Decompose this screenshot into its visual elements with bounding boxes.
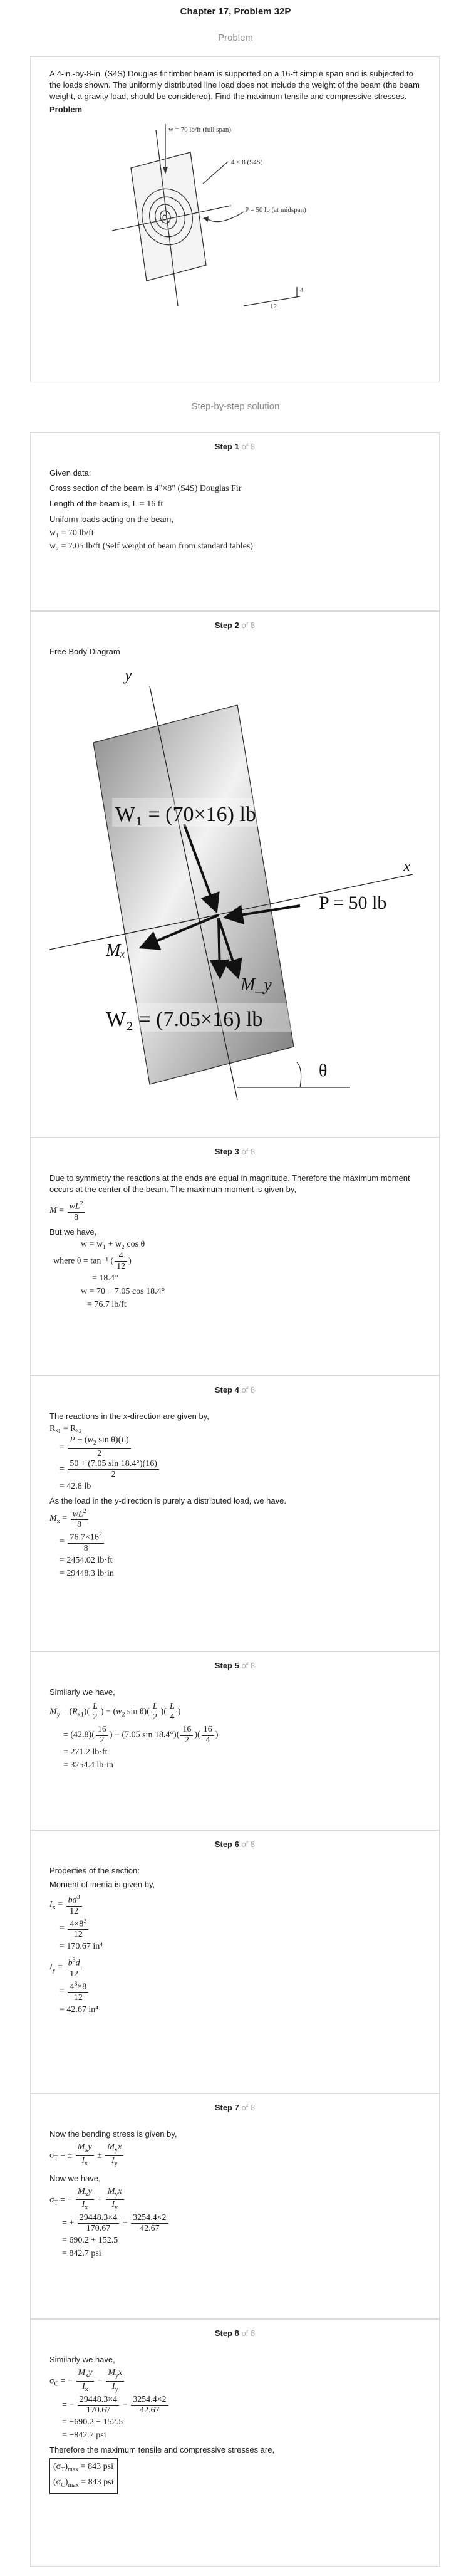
chapter-title: Chapter 17, Problem 32P (180, 6, 291, 17)
step7-text2: Now we have, (49, 2173, 101, 2183)
fbd-title: Free Body Diagram (49, 647, 120, 656)
step7-text1: Now the bending stress is given by, (49, 2129, 177, 2139)
step-5 (30, 1652, 440, 1830)
label-w: w = 70 lb/ft (full span) (168, 126, 231, 134)
iy-formula: $I_y$ = $\frac{b^3d}{12}$ (49, 1956, 420, 1979)
step4-text1: The reactions in the x-direction are given by, (49, 1411, 209, 1421)
section-leader (203, 162, 228, 184)
problem-figure (75, 118, 338, 356)
iy-substituted: = $\frac{4^3\times 8}{12}$ (49, 1979, 420, 2003)
step-header: Step 7 of 8 (214, 2103, 256, 2112)
label-mx: Mₓ (106, 941, 126, 960)
given-label: Given data: (49, 468, 91, 478)
reaction-formula: = $\frac{P + (w_2 \sin \theta)(L)}{2}$ (49, 1435, 420, 1459)
mx-formula: $M_x$ = $\frac{wL^2}{8}$ (49, 1507, 420, 1531)
loads-label: Uniform loads acting on the beam, (49, 515, 173, 524)
step-7 (30, 2093, 440, 2319)
free-body-diagram (49, 661, 425, 1113)
problem-section-label: Problem (218, 33, 253, 43)
compressive-sum: = −690.2 − 152.5 (62, 2417, 123, 2427)
step-2 (30, 611, 440, 1138)
problem-subheading: Problem (49, 105, 83, 114)
label-x-axis: x (403, 857, 411, 875)
step-header: Step 1 of 8 (214, 442, 256, 451)
step4-text2: As the load in the y-direction is purely a distributed load, we have. (49, 1495, 286, 1505)
step-header: Step 5 of 8 (214, 1661, 256, 1670)
label-w2: W₂ = (7.05×16) lb (106, 1008, 263, 1031)
label-rise: 4 (300, 286, 304, 294)
step-header: Step 3 of 8 (214, 1147, 256, 1156)
mx-value-ft: = 2454.02 lb·ft (60, 1556, 113, 1566)
my-formula: $M_y = (R_{x1})$( $\frac{L}{2}$ ) − ($w_2$ sin θ)( $\frac{L}{2}$ )( $\frac{L}{4}$ ) (49, 1702, 181, 1722)
step-6 (30, 1830, 440, 2093)
problem-card (30, 56, 440, 382)
label-run: 12 (270, 303, 277, 310)
my-value-in: = 3254.4 lb·in (63, 1761, 113, 1770)
reaction-substituted: = $\frac{50 + (7.05 \sin 18.4^\circ)(16)}{2}$ (49, 1459, 420, 1480)
final-answer-box (49, 2458, 118, 2495)
step-8 (30, 2319, 440, 2567)
iy-value: = 42.67 in⁴ (60, 2004, 99, 2014)
step5-text1: Similarly we have, (49, 1687, 115, 1697)
step-1 (30, 432, 440, 611)
label-y-axis: y (125, 666, 132, 684)
label-p: P = 50 lb (319, 893, 387, 913)
label-my: M_y (241, 975, 272, 995)
theta-formula: where θ = tan⁻¹ ( $\frac{4}{12}$ ) (53, 1250, 132, 1271)
w2-arrow (219, 918, 220, 975)
moment-formula: M = $\frac{wL^2}{8}$ (49, 1199, 420, 1223)
w-formula: w = w₁ + w₂ cos θ (81, 1239, 145, 1249)
step3-text1: Due to symmetry the reactions at the ends are equal in magnitude. Therefore the maximum moment occurs at the center of the beam. The maximum moment is given by, (49, 1173, 410, 1194)
ix-value: = 170.67 in⁴ (60, 1942, 103, 1952)
ix-formula: $I_x$ = $\frac{bd^3}{12}$ (49, 1893, 420, 1917)
compressive-formula: $\sigma_C$ = − $\frac{M_xy}{I_x}$ − $\frac{M_yx}{I_y}$ (49, 2368, 420, 2395)
w-value: = 76.7 lb/ft (87, 1299, 127, 1309)
w2-eq: w₂ = 7.05 lb/ft (Self weight of beam from standard tables) (49, 542, 253, 551)
step8-text1: Similarly we have, (49, 2355, 115, 2364)
answer-tensile: $(\sigma_T)_{max} = 843$ psi (53, 2461, 113, 2473)
label-w1: W₁ = (70×16) lb (115, 803, 256, 826)
mx-value-in: = 29448.3 lb·in (60, 1569, 114, 1579)
mx-substituted: = $\frac{76.7\times 16^2}{8}$ (49, 1530, 420, 1554)
my-value-ft: = 271.2 lb·ft (63, 1747, 108, 1757)
bending-stress-formula: $\sigma_T$ = ± $\frac{M_xy}{I_x}$ ± $\frac{M_yx}{I_y}$ (49, 2142, 420, 2169)
reaction-lhs: Rₓ₁ = Rₓ₂ (49, 1424, 82, 1433)
cross-section-line: Cross section of the beam is 4"×8" (S4S) Douglas Fir (49, 483, 242, 493)
step-3 (30, 1138, 440, 1376)
compressive-value: = −842.7 psi (62, 2430, 106, 2440)
my-substituted: = (42.8)( $\frac{16}{2}$ ) − (7.05 sin 18.4°)( $\frac{16}{2}$ )( $\frac{16}{4}$ ) (63, 1725, 219, 1745)
step6-text1: Properties of the section: (49, 1866, 140, 1875)
tensile-formula: $\sigma_T$ = + $\frac{M_xy}{I_x}$ + $\frac{M_yx}{I_y}$ (49, 2187, 420, 2214)
label-section: 4 × 8 (S4S) (231, 159, 263, 166)
ix-substituted: = $\frac{4\times 8^3}{12}$ (49, 1917, 420, 1940)
w-substituted: w = 70 + 7.05 cos 18.4° (81, 1286, 165, 1296)
answer-compressive: $(\sigma_C)_{max} = 843$ psi (53, 2478, 114, 2490)
step6-text2: Moment of inertia is given by, (49, 1880, 155, 1889)
load-p-arrow (206, 212, 244, 222)
step-header: Step 6 of 8 (214, 1840, 256, 1849)
tensile-substituted: = + $\frac{29448.3\times 4}{170.67}$ + $\frac{3254.4\times 2}{42.67}$ (49, 2213, 420, 2234)
step-header: Step 2 of 8 (214, 620, 256, 630)
w1-eq: w₁ = 70 lb/ft (49, 528, 94, 538)
step8-text2: Therefore the maximum tensile and compressive stresses are, (49, 2444, 275, 2454)
length-line: Length of the beam is, L = 16 ft (49, 499, 163, 509)
tensile-value: = 842.7 psi (62, 2249, 101, 2259)
tensile-sum: = 690.2 + 152.5 (62, 2236, 118, 2246)
solution-section-label: Step-by-step solution (191, 401, 280, 412)
step-header: Step 4 of 8 (214, 1385, 256, 1395)
label-p: P = 50 lb (at midspan) (245, 206, 306, 214)
label-theta: θ (319, 1061, 328, 1081)
step-header: Step 8 of 8 (214, 2328, 256, 2338)
problem-text: A 4-in.-by-8-in. (S4S) Douglas fir timber beam is supported on a 16-ft simple span and is subjected to the loads shown. The uniformly distributed line load does not include the weight of the beam (the beam weight, a gravity load, should be considered). Find the maximum tensile and compressive stresses. (49, 69, 420, 101)
step3-text2: But we have, (49, 1227, 97, 1237)
step-4 (30, 1376, 440, 1652)
theta-value: = 18.4° (92, 1273, 118, 1283)
reaction-value: = 42.8 lb (60, 1481, 91, 1491)
compressive-substituted: = − $\frac{29448.3\times 4}{170.67}$ − $\frac{3254.4\times 2}{42.67}$ (49, 2395, 420, 2416)
